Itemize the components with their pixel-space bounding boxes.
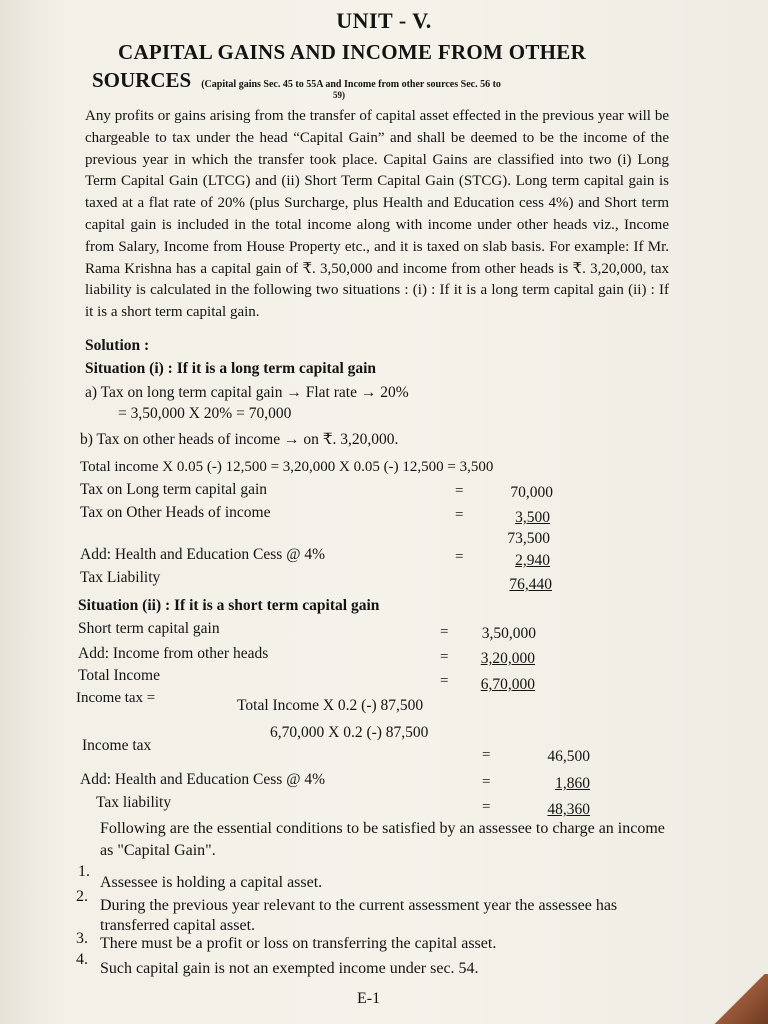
s1-liability-label: Tax Liability xyxy=(80,569,161,586)
s2-liability-label: Tax liability xyxy=(96,794,172,811)
condition-item: Such capital gain is not an exempted income under sec. 54. xyxy=(100,960,479,977)
s2-row-value: 3,50,000 xyxy=(481,625,536,642)
page-number: E-1 xyxy=(357,990,381,1007)
situation-1-total-line: Total income X 0.05 (-) 12,500 = 3,20,000 X 0.05 (-) 12,500 = 3,500 xyxy=(80,459,494,475)
s2-row-value: 6,70,000 xyxy=(480,676,535,693)
solution-heading: Solution : xyxy=(85,337,150,354)
s2-row-label: Add: Income from other heads xyxy=(78,645,269,662)
condition-item: There must be a profit or loss on transferring the capital asset. xyxy=(100,935,497,952)
intro-paragraph: Any profits or gains arising from the transfer of capital asset effected in the previous year will be chargeable to tax under the head “Capital Gain” and shall be deemed to be the income of the previous year in which the transfer took place. Capital Gains are classified into two (i) Long Term Capital Gain (LTCG) and (ii) Short Term Capital Gain (STCG). Long term capital gain is taxed at a flat rate of 20% (plus Surcharge, plus Health and Education cess 4%) and Short term capital gain is included in the total income along with income under other heads viz., Income from Salary, Income from House Property etc., and it is taxed on slab basis. For example: If Mr. Rama Krishna has a capital gain of ₹. 3,50,000 and income from other heads is ₹. 3,20,000, tax liability is calculated in the following two situations : (i) : If it is a long term capital gain (ii) : If it is a short term capital gain. xyxy=(85,108,669,321)
s2-cess-eq: = xyxy=(482,774,491,790)
s2-liability-eq: = xyxy=(482,799,491,815)
sources-note: (Capital gains Sec. 45 to 55A and Income from other sources Sec. 56 to xyxy=(201,79,501,90)
unit-title: UNIT - V. xyxy=(336,8,432,33)
s1-row-value: 70,000 xyxy=(510,484,553,501)
condition-item: Assessee is holding a capital asset. xyxy=(100,874,323,891)
s2-row-eq: = xyxy=(440,649,449,665)
s2-income-tax-eq: = xyxy=(482,747,491,763)
s1-subtotal: 73,500 xyxy=(507,530,550,547)
situation-1-a: a) Tax on long term capital gain → Flat rate → 20% xyxy=(85,384,409,401)
s1-cess-value: 2,940 xyxy=(515,552,550,569)
s2-formula-1: Total Income X 0.2 (-) 87,500 xyxy=(237,697,424,714)
s1-row-label: Tax on Other Heads of income xyxy=(80,504,271,521)
situation-1-a-calc: = 3,50,000 X 20% = 70,000 xyxy=(118,405,292,422)
s1-cess-eq: = xyxy=(455,549,464,565)
s2-liability-value: 48,360 xyxy=(547,801,590,818)
s2-tax-label: Income tax = xyxy=(76,690,156,706)
s2-row-value: 3,20,000 xyxy=(480,650,535,667)
s2-income-tax-value: 46,500 xyxy=(547,748,590,765)
condition-number: 2. xyxy=(76,888,88,905)
page-corner-shadow xyxy=(698,974,768,1024)
conditions-intro: Following are the essential conditions to be satisfied by an assessee to charge an income as "Capital Gain". xyxy=(100,820,665,859)
sources-note-end: 59) xyxy=(333,90,345,100)
condition-number: 1. xyxy=(78,863,90,880)
sources-word: SOURCES xyxy=(92,68,192,92)
s2-cess-value: 1,860 xyxy=(555,775,590,792)
s2-cess-label: Add: Health and Education Cess @ 4% xyxy=(80,771,326,788)
chapter-title: CAPITAL GAINS AND INCOME FROM OTHER xyxy=(118,40,587,64)
s2-row-label: Short term capital gain xyxy=(78,620,220,637)
condition-item: During the previous year relevant to the current assessment year the assessee has transferred capital asset. xyxy=(100,897,618,934)
s2-row-eq: = xyxy=(440,624,449,640)
s2-row-label: Total Income xyxy=(78,667,160,684)
s1-row-eq: = xyxy=(455,483,464,499)
condition-number: 3. xyxy=(76,930,88,947)
condition-number: 4. xyxy=(76,951,88,968)
sources-line xyxy=(92,68,501,93)
s1-liability-value: 76,440 xyxy=(509,576,552,593)
situation-1-b: b) Tax on other heads of income → on ₹. 3,20,000. xyxy=(80,431,399,448)
s1-row-eq: = xyxy=(455,507,464,523)
s2-income-tax-label: Income tax xyxy=(82,737,152,754)
s1-cess-label: Add: Health and Education Cess @ 4% xyxy=(80,546,326,563)
situation-1-title: Situation (i) : If it is a long term capital gain xyxy=(85,360,377,377)
s1-row-label: Tax on Long term capital gain xyxy=(80,481,268,498)
s2-formula-2: 6,70,000 X 0.2 (-) 87,500 xyxy=(270,724,429,741)
situation-2-title: Situation (ii) : If it is a short term capital gain xyxy=(78,597,380,614)
s1-row-value: 3,500 xyxy=(515,509,550,526)
s2-row-eq: = xyxy=(440,673,449,689)
